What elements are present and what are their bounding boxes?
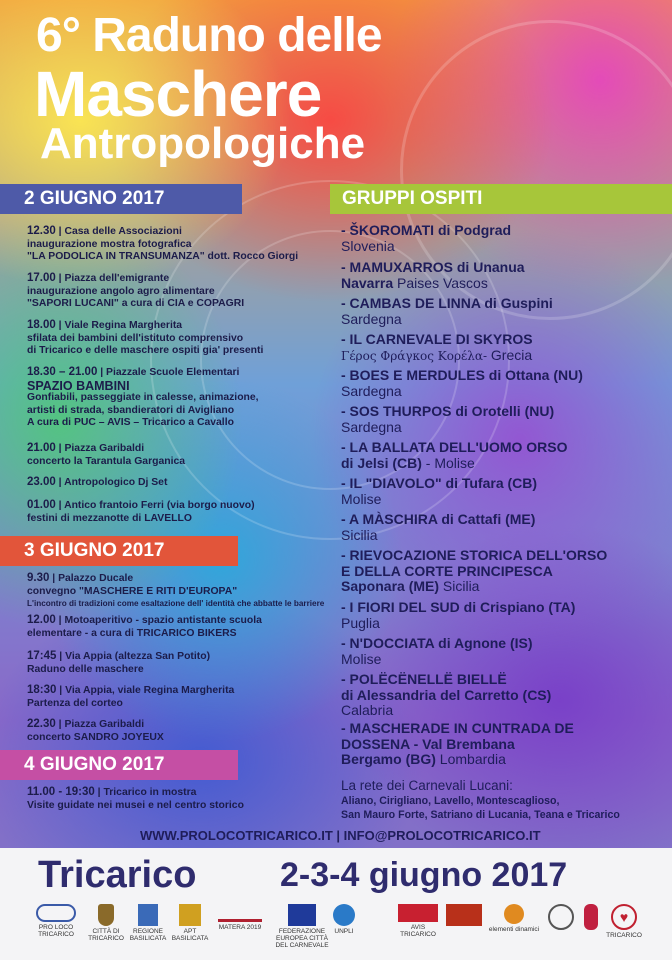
matera-logo: MATERA 2019 [210,904,270,931]
event-dates: 2-3-4 giugno 2017 [280,856,568,894]
sponsor-badge [444,904,484,928]
group-item: - I FIORI DEL SUD di Crispiano (TA) Puglia [341,599,576,631]
regione-logo: REGIONE BASILICATA [128,904,168,942]
day1-header: 2 GIUGNO 2017 [0,184,242,214]
group-item: - MASCHERADE IN CUNTRADA DE DOSSENA - Val Brembana Bergamo (BG) Lombardia [341,720,574,767]
event-item: 23.00 | Antropologico Dj Set [27,476,168,488]
event-item: 12.00 | Motoaperitivo - spazio antistante scuola elementare - a cura di TRICARICO BIKERS [27,614,262,639]
group-item: - IL CARNEVALE DI SKYROS Γέρος Φράγκος Κορέλα- Grecia [341,331,533,363]
network-line: San Mauro Forte, Satriano di Lucania, Teana e Tricarico [341,809,620,821]
event-item: 18.00 | Viale Regina Margherita sfilata dei bambini dell'istituto comprensivo di Tricarico e delle maschere ospiti gia' presenti [27,319,264,356]
unpli-logo: UNPLI [326,904,362,935]
carnival-network [341,778,661,822]
network-line: Aliano, Cirigliano, Lavello, Montescaglioso, [341,795,560,807]
group-item: - RIEVOCAZIONE STORICA DELL'ORSO E DELLA CORTE PRINCIPESCA Saponara (ME) Sicilia [341,547,608,594]
round-seal-logo [546,904,576,932]
event-item: 17.00 | Piazza dell'emigrante inaugurazione angolo agro alimentare "SAPORI LUCANI" a cura di CIA e COPAGRI [27,272,245,309]
title-line-2: Maschere [34,58,322,130]
group-item: - SOS THURPOS di Orotelli (NU) Sardegna [341,403,555,435]
group-item: - MAMUXARROS di Unanua Navarra Paises Vascos [341,259,525,291]
event-item: 18:30 | Via Appia, viale Regina Margherita Partenza del corteo [27,684,235,709]
group-item: - CAMBAS DE LINNA di Guspini Sardegna [341,295,553,327]
event-item: 22.30 | Piazza Garibaldi concerto SANDRO JOYEUX [27,718,164,743]
footer [0,848,672,960]
groups-header: GRUPPI OSPITI [330,184,672,214]
network-heading: La rete dei Carnevali Lucani: [341,778,513,793]
sponsor-logos [30,904,642,956]
fecc-logo: FEDERAZIONE EUROPEA CITTÀ DEL CARNEVALE [274,904,330,949]
title-line-3: Antropologiche [40,119,366,168]
event-item: 21.00 | Piazza Garibaldi concerto la Tarantula Garganica [27,442,186,467]
group-item: - BOES E MERDULES di Ottana (NU) Sardegna [341,367,583,399]
group-item: - IL "DIAVOLO" di Tufara (CB) Molise [341,475,538,507]
figure-logo [578,904,604,932]
town-name: Tricarico [38,854,197,896]
event-item: 01.00 | Antico frantoio Ferri (via borgo nuovo) festini di mezzanotte di LAVELLO [27,499,255,524]
day2-header: 3 GIUGNO 2017 [0,536,238,566]
heart-logo: ♥ TRICARICO [606,904,642,939]
proloco-logo: PRO LOCO TRICARICO [30,904,82,938]
event-item: 18.30 – 21.00 | Piazzale Scuole Elementari SPAZIO BAMBINI Gonfiabili, passeggiate in calesse, animazione, artisti di strada, sbandieratori di Avigliano A cura di PUC – AVIS – Tricarico a Cavallo [27,366,259,428]
group-item: - N'DOCCIATA di Agnone (IS) Molise [341,635,533,667]
city-crest-logo: CITTÀ DI TRICARICO [86,904,126,942]
contact-links[interactable]: WWW.PROLOCOTRICARICO.IT | INFO@PROLOCOTRICARICO.IT [140,828,541,843]
day3-header: 4 GIUGNO 2017 [0,750,238,780]
apt-logo: APT BASILICATA [170,904,210,942]
group-item: - POLËCËNELLË BIELLË di Alessandria del Carretto (CS) Calabria [341,671,552,718]
group-item: - A MÀSCHIRA di Cattafi (ME) Sicilia [341,511,536,543]
group-item: - LA BALLATA DELL'UOMO ORSO di Jelsi (CB) - Molise [341,439,568,471]
event-item: 12.30 | Casa delle Associazioni inaugurazione mostra fotografica "LA PODOLICA IN TRANSUMANZA" dott. Rocco Giorgi [27,225,299,262]
avis-logo: AVIS TRICARICO [396,904,440,938]
event-item: 11.00 - 19:30 | Tricarico in mostra Visite guidate nei musei e nel centro storico [27,786,244,811]
event-item: 17:45 | Via Appia (altezza San Potito) Raduno delle maschere [27,650,211,675]
elementi-logo: elementi dinamici [486,904,542,933]
group-item: - ŠKOROMATI di Podgrad Slovenia [341,222,512,254]
event-item: 9.30 | Palazzo Ducale convegno "MASCHERE E RITI D'EUROPA" L'incontro di tradizioni come esaltazione dell' identità che abbatte le barriere [27,572,325,608]
title-line-1: 6° Raduno delle [36,9,382,62]
